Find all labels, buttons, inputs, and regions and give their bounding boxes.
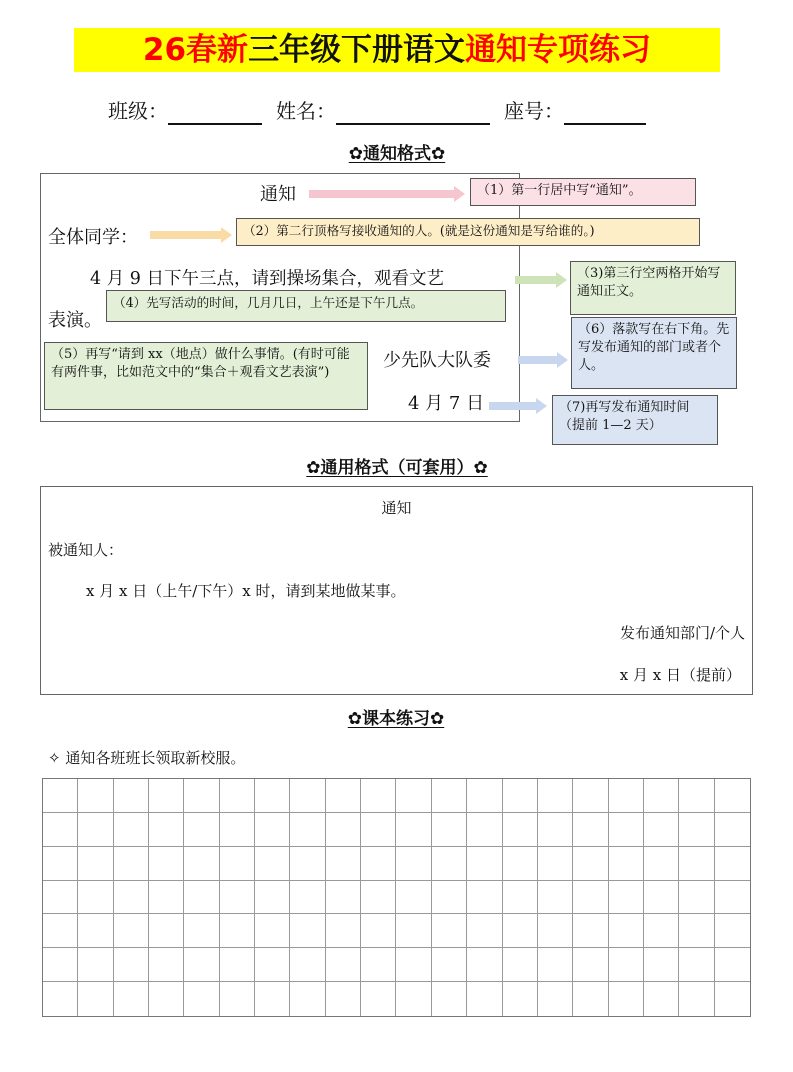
grid-cell[interactable] xyxy=(396,779,431,813)
example-sender: 少先队大队委 xyxy=(383,350,491,371)
grid-cell[interactable] xyxy=(149,881,184,915)
grid-cell[interactable] xyxy=(396,948,431,982)
grid-cell[interactable] xyxy=(644,982,679,1016)
grid-cell[interactable] xyxy=(644,881,679,915)
grid-cell[interactable] xyxy=(220,847,255,881)
grid-cell[interactable] xyxy=(43,948,78,982)
name-blank[interactable] xyxy=(336,101,490,125)
grid-cell[interactable] xyxy=(326,914,361,948)
grid-cell[interactable] xyxy=(114,914,149,948)
general-body: x 月 x 日（上午/下午）x 时，请到某地做某事。 xyxy=(86,582,406,600)
arrow-6-icon xyxy=(518,354,568,366)
grid-cell[interactable] xyxy=(149,779,184,813)
grid-cell[interactable] xyxy=(184,813,219,847)
grid-cell[interactable] xyxy=(679,813,714,847)
grid-cell[interactable] xyxy=(43,779,78,813)
practice-prompt: ✧ 通知各班班长领取新校服。 xyxy=(48,749,246,767)
grid-cell[interactable] xyxy=(326,881,361,915)
grid-cell[interactable] xyxy=(573,948,608,982)
grid-cell[interactable] xyxy=(609,982,644,1016)
grid-cell[interactable] xyxy=(255,914,290,948)
grid-cell[interactable] xyxy=(184,779,219,813)
grid-cell[interactable] xyxy=(361,813,396,847)
title-part-3: 通知专项练习 xyxy=(465,32,652,68)
grid-cell[interactable] xyxy=(396,881,431,915)
example-title: 通知 xyxy=(260,184,296,205)
grid-cell[interactable] xyxy=(255,948,290,982)
grid-cell[interactable] xyxy=(715,813,750,847)
grid-cell[interactable] xyxy=(78,948,113,982)
grid-cell[interactable] xyxy=(361,982,396,1016)
grid-cell[interactable] xyxy=(78,914,113,948)
callout-1: （1）第一行居中写“通知”。 xyxy=(470,178,696,206)
grid-cell[interactable] xyxy=(467,948,502,982)
grid-cell[interactable] xyxy=(220,881,255,915)
grid-cell[interactable] xyxy=(184,948,219,982)
grid-cell[interactable] xyxy=(396,914,431,948)
seat-blank[interactable] xyxy=(564,101,646,125)
arrow-1-icon xyxy=(309,188,465,200)
example-body-line-1: 4 月 9 日下午三点，请到操场集合，观看文艺 xyxy=(90,269,444,289)
grid-cell[interactable] xyxy=(361,847,396,881)
grid-cell[interactable] xyxy=(396,813,431,847)
grid-cell[interactable] xyxy=(467,914,502,948)
grid-cell[interactable] xyxy=(503,813,538,847)
grid-cell[interactable] xyxy=(503,982,538,1016)
textbook-practice-heading: ✿课本练习✿ xyxy=(347,709,445,729)
grid-cell[interactable] xyxy=(432,813,467,847)
grid-cell[interactable] xyxy=(255,779,290,813)
grid-cell[interactable] xyxy=(503,881,538,915)
grid-cell[interactable] xyxy=(573,847,608,881)
grid-cell[interactable] xyxy=(114,881,149,915)
grid-cell[interactable] xyxy=(114,779,149,813)
grid-cell[interactable] xyxy=(43,847,78,881)
grid-cell[interactable] xyxy=(644,914,679,948)
grid-cell[interactable] xyxy=(467,847,502,881)
grid-cell[interactable] xyxy=(503,779,538,813)
grid-cell[interactable] xyxy=(573,881,608,915)
grid-cell[interactable] xyxy=(609,847,644,881)
grid-cell[interactable] xyxy=(326,948,361,982)
grid-cell[interactable] xyxy=(220,914,255,948)
grid-cell[interactable] xyxy=(538,948,573,982)
grid-cell[interactable] xyxy=(715,881,750,915)
grid-cell[interactable] xyxy=(290,881,325,915)
grid-cell[interactable] xyxy=(396,847,431,881)
grid-cell[interactable] xyxy=(715,779,750,813)
grid-cell[interactable] xyxy=(432,881,467,915)
grid-cell[interactable] xyxy=(220,813,255,847)
callout-6: （6）落款写在右下角。先写发布通知的部门或者个人。 xyxy=(571,317,737,389)
grid-cell[interactable] xyxy=(715,914,750,948)
grid-cell[interactable] xyxy=(679,779,714,813)
class-blank[interactable] xyxy=(168,101,262,125)
grid-cell[interactable] xyxy=(609,881,644,915)
grid-cell[interactable] xyxy=(467,813,502,847)
grid-cell[interactable] xyxy=(78,847,113,881)
grid-cell[interactable] xyxy=(538,779,573,813)
callout-2: （2）第二行顶格写接收通知的人。(就是这份通知是写给谁的。) xyxy=(236,218,700,246)
grid-cell[interactable] xyxy=(609,813,644,847)
grid-cell[interactable] xyxy=(679,914,714,948)
grid-cell[interactable] xyxy=(432,914,467,948)
grid-cell[interactable] xyxy=(220,779,255,813)
grid-cell[interactable] xyxy=(573,982,608,1016)
grid-cell[interactable] xyxy=(538,914,573,948)
grid-cell[interactable] xyxy=(538,813,573,847)
grid-cell[interactable] xyxy=(149,948,184,982)
grid-cell[interactable] xyxy=(679,847,714,881)
grid-cell[interactable] xyxy=(290,813,325,847)
grid-cell[interactable] xyxy=(43,914,78,948)
grid-cell[interactable] xyxy=(715,982,750,1016)
grid-cell[interactable] xyxy=(255,982,290,1016)
grid-cell[interactable] xyxy=(503,914,538,948)
grid-cell[interactable] xyxy=(114,948,149,982)
grid-cell[interactable] xyxy=(78,881,113,915)
grid-cell[interactable] xyxy=(114,847,149,881)
grid-cell[interactable] xyxy=(184,982,219,1016)
grid-cell[interactable] xyxy=(467,881,502,915)
grid-cell[interactable] xyxy=(290,948,325,982)
grid-cell[interactable] xyxy=(432,847,467,881)
grid-cell[interactable] xyxy=(573,914,608,948)
grid-cell[interactable] xyxy=(255,881,290,915)
grid-cell[interactable] xyxy=(467,982,502,1016)
grid-cell[interactable] xyxy=(114,813,149,847)
grid-cell[interactable] xyxy=(609,948,644,982)
callout-7: （7)再写发布通知时间（提前 1—2 天） xyxy=(552,395,718,445)
grid-cell[interactable] xyxy=(361,914,396,948)
page-title xyxy=(74,28,720,72)
callout-3: （3)第三行空两格开始写通知正文。 xyxy=(570,261,736,315)
arrow-2-icon xyxy=(150,229,232,241)
class-label: 班级： xyxy=(108,99,168,123)
seat-label: 座号： xyxy=(504,99,564,123)
example-recipient: 全体同学： xyxy=(48,227,138,248)
grid-cell[interactable] xyxy=(149,914,184,948)
grid-cell[interactable] xyxy=(290,914,325,948)
general-date: x 月 x 日（提前） xyxy=(619,666,741,684)
grid-cell[interactable] xyxy=(78,779,113,813)
grid-cell[interactable] xyxy=(609,914,644,948)
grid-cell[interactable] xyxy=(361,948,396,982)
grid-cell[interactable] xyxy=(220,982,255,1016)
grid-cell[interactable] xyxy=(220,948,255,982)
grid-cell[interactable] xyxy=(503,948,538,982)
grid-cell[interactable] xyxy=(149,982,184,1016)
format-section-heading: ✿通知格式✿ xyxy=(348,144,446,164)
name-label: 姓名： xyxy=(276,99,336,123)
grid-cell[interactable] xyxy=(467,779,502,813)
grid-cell[interactable] xyxy=(43,813,78,847)
grid-cell[interactable] xyxy=(715,948,750,982)
grid-cell[interactable] xyxy=(326,779,361,813)
grid-cell[interactable] xyxy=(432,779,467,813)
grid-cell[interactable] xyxy=(432,948,467,982)
grid-cell[interactable] xyxy=(715,847,750,881)
grid-cell[interactable] xyxy=(503,847,538,881)
grid-cell[interactable] xyxy=(78,982,113,1016)
grid-cell[interactable] xyxy=(432,982,467,1016)
grid-cell[interactable] xyxy=(326,982,361,1016)
grid-cell[interactable] xyxy=(538,881,573,915)
grid-cell[interactable] xyxy=(326,847,361,881)
grid-cell[interactable] xyxy=(538,982,573,1016)
grid-cell[interactable] xyxy=(149,847,184,881)
grid-cell[interactable] xyxy=(644,779,679,813)
grid-cell[interactable] xyxy=(679,982,714,1016)
grid-cell[interactable] xyxy=(255,813,290,847)
title-part-1: 26春新 xyxy=(142,32,249,68)
grid-cell[interactable] xyxy=(644,813,679,847)
grid-cell[interactable] xyxy=(679,881,714,915)
general-sender: 发布通知部门/个人 xyxy=(619,624,745,642)
example-date: 4 月 7 日 xyxy=(408,393,485,414)
callout-4: （4）先写活动的时间，几月几日，上午还是下午几点。 xyxy=(106,290,506,322)
grid-cell[interactable] xyxy=(573,779,608,813)
grid-cell[interactable] xyxy=(114,982,149,1016)
student-info-line xyxy=(108,97,708,125)
grid-cell[interactable] xyxy=(43,982,78,1016)
grid-cell[interactable] xyxy=(679,948,714,982)
grid-cell[interactable] xyxy=(396,982,431,1016)
general-title: 通知 xyxy=(381,499,412,517)
grid-cell[interactable] xyxy=(255,847,290,881)
grid-cell[interactable] xyxy=(644,948,679,982)
grid-cell[interactable] xyxy=(43,881,78,915)
writing-grid[interactable] xyxy=(42,778,751,1017)
callout-5: （5）再写“请到 xx（地点）做什么事情。(有时可能有两件事，比如范文中的“集合＋观看文艺表演”) xyxy=(44,342,368,410)
grid-cell[interactable] xyxy=(290,847,325,881)
grid-cell[interactable] xyxy=(290,982,325,1016)
example-body-line-2: 表演。 xyxy=(48,310,102,331)
grid-cell[interactable] xyxy=(609,779,644,813)
grid-cell[interactable] xyxy=(290,779,325,813)
grid-cell[interactable] xyxy=(184,847,219,881)
grid-cell[interactable] xyxy=(644,847,679,881)
grid-cell[interactable] xyxy=(573,813,608,847)
grid-cell[interactable] xyxy=(538,847,573,881)
grid-cell[interactable] xyxy=(184,881,219,915)
grid-cell[interactable] xyxy=(361,881,396,915)
grid-cell[interactable] xyxy=(78,813,113,847)
general-format-heading: ✿通用格式（可套用）✿ xyxy=(306,458,488,478)
arrow-7-icon xyxy=(489,400,547,412)
grid-cell[interactable] xyxy=(184,914,219,948)
general-recipient: 被通知人： xyxy=(48,541,124,559)
title-part-2: 三年级下册语文 xyxy=(248,32,466,68)
grid-cell[interactable] xyxy=(326,813,361,847)
arrow-3-icon xyxy=(515,274,567,286)
grid-cell[interactable] xyxy=(361,779,396,813)
grid-cell[interactable] xyxy=(149,813,184,847)
